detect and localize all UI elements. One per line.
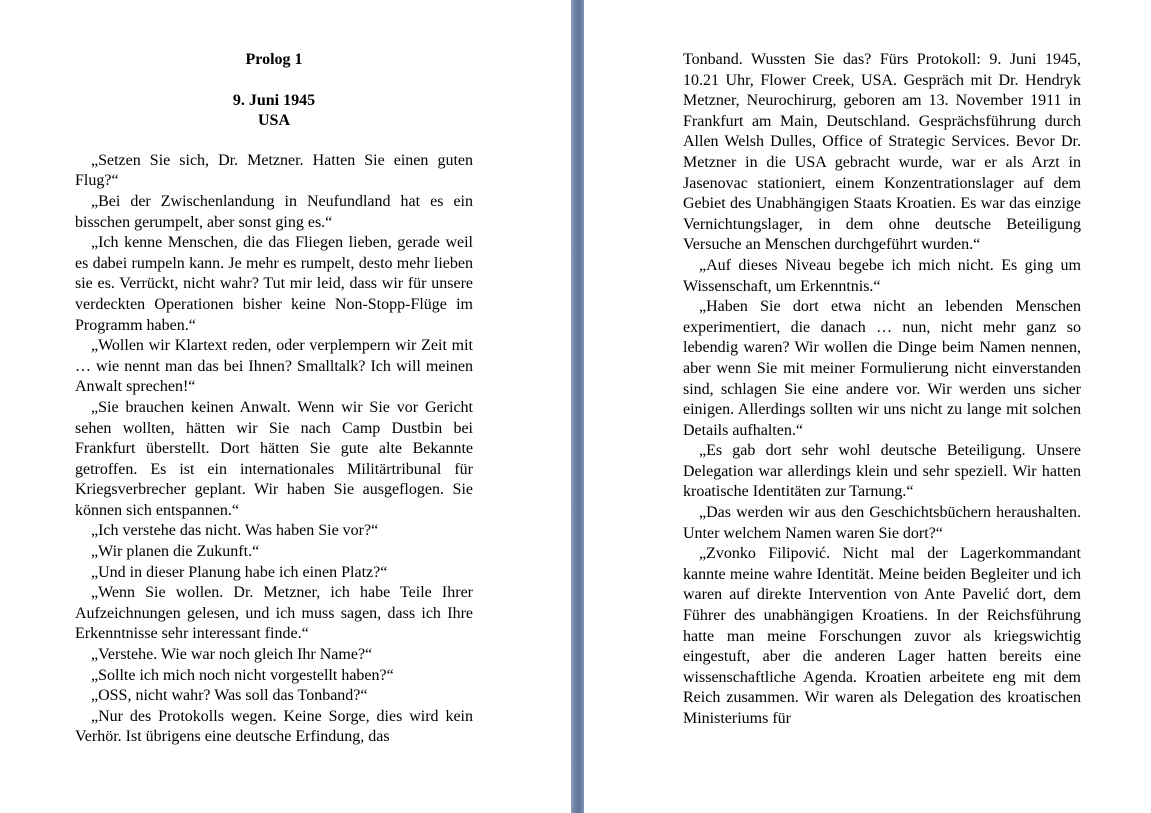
paragraph: „Ich kenne Menschen, die das Fliegen lieben, gerade weil es dabei rumpeln kann. Je mehr es rumpelt, desto mehr lieben sie es. Verrückt, nicht wahr? Tut mir leid, dass wir für unsere verdeckten Operationen bisher keine Non-Stopp-Flüge im Programm haben.“ [75, 234, 473, 334]
paragraph: „OSS, nicht wahr? Was soll das Tonband?“ [91, 687, 368, 705]
paragraph: „Wir planen die Zukunft.“ [91, 543, 260, 561]
right-page-text [683, 50, 1081, 730]
paragraph: Tonband. Wussten Sie das? Fürs Protokoll: 9. Juni 1945, 10.21 Uhr, Flower Creek, USA. Gespräch mit Dr. Hendryk Metzner, Neurochirurg, geboren am 13. November 1911 in Frankfurt am Main, Deutschland. Gesprächsführung durch Allen Welsh Dulles, Office of Strategic Services. Bevor Dr. Metzner in die USA gebracht wurde, war er als Arzt in Jasenovac stationiert, einem Konzentrationslager auf dem Gebiet des Unabhängigen Staats Kroatien. Es war das einzige Vernichtungslager, in dem ohne deutsche Beteiligung Versuche an Menschen durchgeführt wurden.“ [683, 51, 1081, 254]
paragraph: „Nur des Protokolls wegen. Keine Sorge, dies wird kein Verhör. Ist übrigens eine deutsche Erfindung, das [75, 707, 473, 746]
paragraph: „Ich verstehe das nicht. Was haben Sie vor?“ [91, 522, 379, 540]
paragraph: „Sollte ich mich noch nicht vorgestellt haben?“ [91, 666, 394, 684]
right-page [584, 0, 1151, 813]
paragraph: „Sie brauchen keinen Anwalt. Wenn wir Sie vor Gericht sehen wollten, hätten wir Sie nach Camp Dustbin bei Frankfurt überstellt. Dort hätten Sie gute alte Bekannte getroffen. Es ist ein internationales Militärtribunal für Kriegsverbrecher geplant. Wir haben Sie ausgeflogen. Sie können sich entspannen.“ [75, 398, 473, 519]
paragraph: „Auf dieses Niveau begebe ich mich nicht. Es ging um Wissenschaft, um Erkenntnis.“ [683, 256, 1081, 295]
date-line: 9. Juni 1945 [232, 91, 316, 109]
paragraph: „Setzen Sie sich, Dr. Metzner. Hatten Sie einen guten Flug?“ [75, 151, 473, 190]
paragraph: „Zvonko Filipović. Nicht mal der Lagerkommandant kannte meine wahre Identität. Meine beiden Begleiter und ich waren auf direkte Intervention von Ante Pavelić dort, dem Führer des unabhängigen Kroatiens. In der Reichsführung hatte man meine Forschungen zuvor als kriegswichtig eingestuft, aber die anderen Lager hatten bereits eine wissenschaftliche Agenda. Kroatien arbeitete eng mit dem Reich zusammen. Wir waren als Delegation des kroatischen Ministeriums für [683, 545, 1081, 727]
paragraph: „Bei der Zwischenlandung in Neufundland hat es ein bisschen gerumpelt, aber sonst ging es.“ [75, 192, 473, 231]
place-line: USA [257, 112, 290, 130]
paragraph: „Wenn Sie wollen. Dr. Metzner, ich habe Teile Ihrer Aufzeichnungen gelesen, und ich muss sagen, dass ich Ihre Erkenntnisse sehr interessant finde.“ [75, 584, 473, 643]
paragraph: „Verstehe. Wie war noch gleich Ihr Name?“ [91, 646, 373, 664]
left-page [0, 0, 571, 813]
paragraph: „Wollen wir Klartext reden, oder verplempern wir Zeit mit … wie nennt man das bei Ihnen? Smalltalk? Ich will meinen Anwalt sprechen!“ [75, 337, 473, 396]
paragraph: „Haben Sie dort etwa nicht an lebenden Menschen experimentiert, die danach … nun, nicht mehr ganz so lebendig waren? Wir wollen die Dinge beim Namen nennen, aber wenn Sie mit meiner Formulierung nicht einverstanden sind, schlagen Sie eine andere vor. Wir werden uns sicher einigen. Allerdings sollten wir uns nicht zu lange mit solchen Details aufhalten.“ [683, 298, 1081, 439]
chapter-title: Prolog 1 [245, 51, 303, 68]
page-gutter [571, 0, 584, 813]
left-page-text [75, 50, 473, 748]
paragraph: „Und in dieser Planung habe ich einen Platz?“ [91, 563, 388, 581]
paragraph: „Es gab dort sehr wohl deutsche Beteiligung. Unsere Delegation war allerdings klein und sehr speziell. Wir hatten kroatische Identitäten zur Tarnung.“ [683, 442, 1081, 501]
paragraph: „Das werden wir aus den Geschichtsbüchern heraushalten. Unter welchem Namen waren Sie dort?“ [683, 504, 1081, 542]
